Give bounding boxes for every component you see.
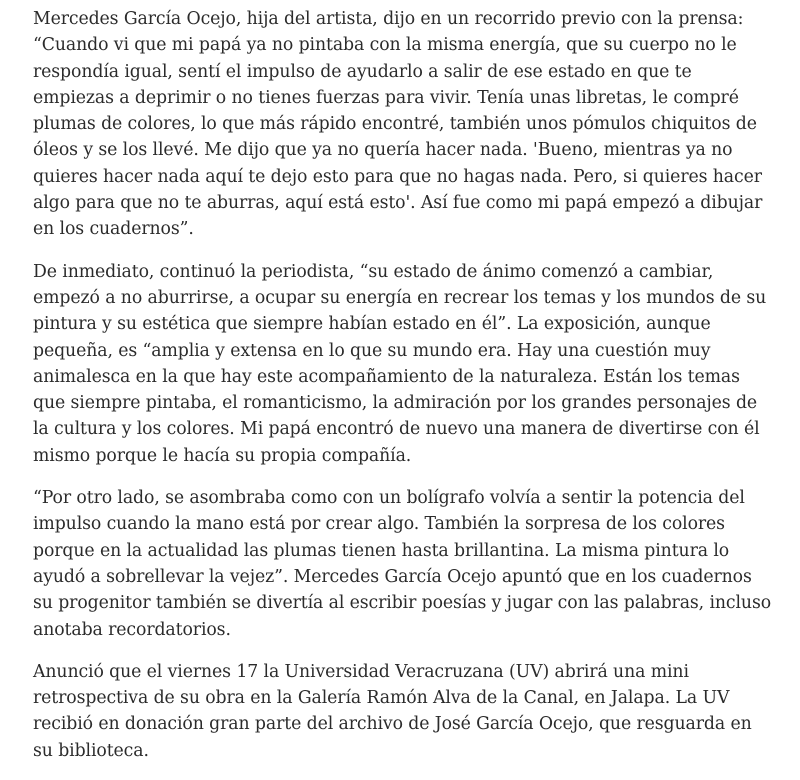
article-paragraph: “Por otro lado, se asombraba como con un bolígrafo volvía a sentir la potencia del impulso cuando la mano está por crear algo. También la sorpresa de los colores porque en la actualidad las plumas tienen hasta brillantina. La misma pintura lo ayudó a sobrellevar la vejez”. Mercedes García Ocejo apuntó que en los cuadernos su progenitor también se divertía al escribir poesías y jugar con las palabras, incluso anotaba recordatorios.: [33, 488, 772, 640]
article-paragraph: De inmediato, continuó la periodista, “su estado de ánimo comenzó a cambiar, empezó a no aburrirse, a ocupar su energía en recrear los temas y los mundos de su pintura y su estética que siempre habían estado en él”. La exposición, aunque pequeña, es “amplia y extensa en lo que su mundo era. Hay una cuestión muy animalesca en la que hay este acompañamiento de la naturaleza. Están los temas que siempre pintaba, el romanticismo, la admiración por los grandes personajes de la cultura y los colores. Mi papá encontró de nuevo una manera de divertirse con él mismo porque le hacía su propia compañía.: [33, 261, 767, 466]
article-paragraph: Anunció que el viernes 17 la Universidad Veracruzana (UV) abrirá una mini retrospectiva de su obra en la Galería Ramón Alva de la Canal, en Jalapa. La UV recibió en donación gran parte del archivo de José García Ocejo, que resguarda en su biblioteca.: [33, 661, 752, 761]
article-paragraph: Mercedes García Ocejo, hija del artista, dijo en un recorrido previo con la prensa: “Cuando vi que mi papá ya no pintaba con la misma energía, que su cuerpo no le respondía igual, sentí el impulso de ayudarlo a salir de ese estado en que te empiezas a deprimir o no tienes fuerzas para vivir. Tenía unas libretas, le compré plumas de colores, lo que más rápido encontré, también unos pómulos chiquitos de óleos y se los llevé. Me dijo que ya no quería hacer nada. 'Bueno, mientras ya no quieres hacer nada aquí te dejo esto para que no hagas nada. Pero, si quieres hacer algo para que no te aburras, aquí está esto'. Así fue como mi papá empezó a dibujar en los cuadernos”.: [33, 9, 763, 240]
article-body: [33, 6, 773, 780]
